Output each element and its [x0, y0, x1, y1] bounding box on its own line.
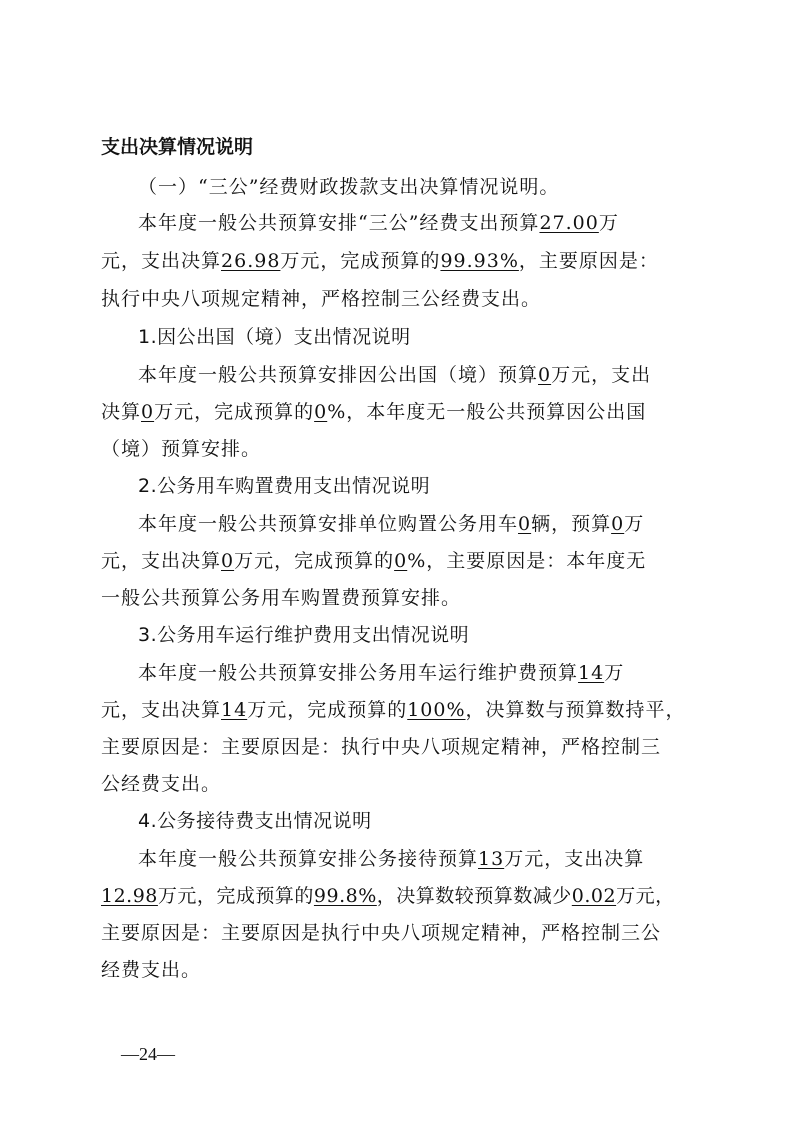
text: 本年度一般公共预算安排“三公”经费支出预算: [138, 212, 540, 234]
budget-value: 0: [611, 513, 625, 535]
item4-line-2: [101, 881, 675, 908]
text: 万元，完成预算的: [154, 401, 315, 423]
rate-value: 99.8%: [313, 885, 377, 907]
overview-line-3: 执行中央八项规定精神，严格控制三公经费支出。: [101, 288, 542, 310]
text: 万元，支出: [551, 364, 652, 386]
item3-line-1: [138, 658, 624, 685]
text: 万元，支出决算: [504, 848, 645, 870]
text: 本年度一般公共预算安排因公出国（境）预算: [138, 364, 539, 386]
budget-value: 27.00: [539, 212, 599, 234]
budget-value: 14: [578, 662, 605, 684]
text: 本年度一般公共预算安排公务接待预算: [138, 848, 479, 870]
item3-line-4: 公经费支出。: [101, 773, 222, 795]
text: 万元，: [616, 885, 675, 907]
text: 决算: [101, 401, 142, 423]
text: 万元，完成预算的: [234, 550, 395, 572]
text: ，决算数较预算数减少: [376, 885, 572, 907]
item3-line-3: 主要原因是：主要原因是：执行中央八项规定精神，严格控制三: [101, 736, 662, 758]
item1-heading: 1.因公出国（境）支出情况说明: [138, 326, 411, 348]
text: 元，支出决算: [101, 699, 222, 721]
overview-line-1: [138, 208, 619, 235]
sub-title: （一）“三公”经费财政拨款支出决算情况说明。: [138, 176, 560, 198]
text: 万: [604, 662, 625, 684]
item4-line-3: 主要原因是：主要原因是执行中央八项规定精神，严格控制三公: [101, 922, 662, 944]
rate-value: 0: [314, 401, 328, 423]
item3-line-2: [101, 695, 686, 722]
item3-heading: 3.公务用车运行维护费用支出情况说明: [138, 624, 470, 646]
item4-line-4: 经费支出。: [101, 959, 202, 981]
text: 万: [624, 513, 645, 535]
text: ，决算数与预算数持平，: [465, 699, 686, 721]
count-value: 0: [518, 513, 532, 535]
overview-line-2: [101, 246, 659, 273]
budget-value: 13: [478, 848, 505, 870]
page-number: —24—: [121, 1044, 175, 1064]
text: 本年度一般公共预算安排单位购置公务用车: [138, 513, 519, 535]
text: 万元，完成预算的: [157, 885, 314, 907]
section-title: 支出决算情况说明: [101, 136, 254, 158]
text: ，主要原因是：: [518, 250, 659, 272]
actual-value: 12.98: [101, 885, 158, 907]
item4-heading: 4.公务接待费支出情况说明: [138, 810, 372, 832]
item1-line-3: （境）预算安排。: [101, 438, 262, 460]
text: %，主要原因是：本年度无: [407, 550, 647, 572]
text: %，本年度无一般公共预算因公出国: [327, 401, 647, 423]
item1-line-2: [101, 397, 646, 424]
text: 辆，预算: [531, 513, 612, 535]
item1-line-1: [138, 360, 651, 387]
item2-line-3: 一般公共预算公务用车购置费预算安排。: [101, 587, 462, 609]
actual-value: 26.98: [221, 250, 281, 272]
text: 万元，完成预算的: [280, 250, 441, 272]
rate-value: 0: [394, 550, 408, 572]
rate-value: 99.93%: [440, 250, 519, 272]
rate-value: 100%: [407, 699, 466, 721]
item2-heading: 2.公务用车购置费用支出情况说明: [138, 475, 431, 497]
text: 本年度一般公共预算安排公务用车运行维护费预算: [138, 662, 579, 684]
text: 元，支出决算: [101, 550, 222, 572]
text: 万元，完成预算的: [247, 699, 408, 721]
item2-line-1: [138, 509, 644, 536]
actual-value: 0: [141, 401, 155, 423]
item4-line-1: [138, 844, 644, 871]
text: 元，支出决算: [101, 250, 222, 272]
actual-value: 14: [221, 699, 248, 721]
item2-line-2: [101, 546, 646, 573]
budget-value: 0: [538, 364, 552, 386]
diff-value: 0.02: [571, 885, 617, 907]
text: 万: [598, 212, 619, 234]
actual-value: 0: [221, 550, 235, 572]
